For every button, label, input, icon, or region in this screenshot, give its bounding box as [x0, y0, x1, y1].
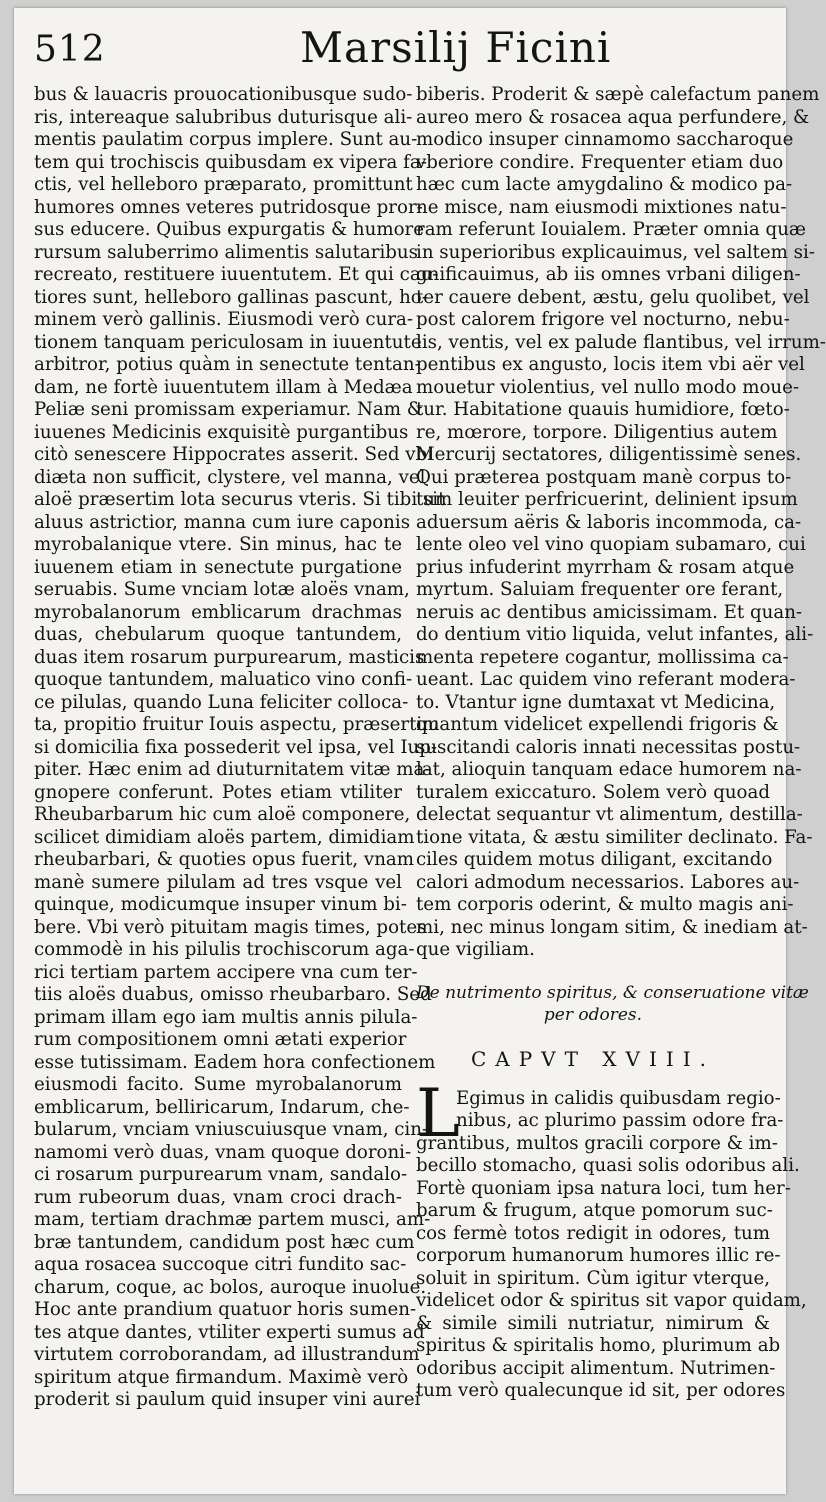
text-line: primam illam ego iam multis annis pilula-: [34, 1006, 418, 1028]
text-line: re, mœrore, torpore. Diligentius autem: [416, 421, 778, 443]
text-line: spiritus & spiritalis homo, plurimum ab: [416, 1335, 781, 1356]
text-line: duas item rosarum purpurearum, masticis: [34, 646, 425, 668]
text-line: calori admodum necessarios. Labores au-: [416, 871, 800, 893]
text-line: proderit si paulum quid insuper vini aurei: [34, 1389, 421, 1410]
text-line: rheubarbari, & quoties opus fuerit, vnam: [34, 849, 414, 870]
section-heading-line-2: per odores.: [543, 1004, 643, 1025]
text-line: tes atque dantes, vtiliter experti sumus ad: [34, 1321, 425, 1343]
text-line: ta, propitio fruitur Iouis aspectu, præsertim: [34, 714, 440, 735]
text-line: vberiore condire. Frequenter etiam duo: [416, 151, 784, 173]
text-line: aqua rosacea succoque citri fundito sac-: [34, 1254, 407, 1275]
book-page: [14, 8, 826, 1494]
text-line: mentis paulatim corpus implere. Sunt au-: [34, 129, 418, 150]
text-line: aduersum aëris & laboris incommoda, ca-: [416, 511, 802, 533]
text-line: tione vitata, & æstu similiter declinato. Fa-: [416, 826, 813, 848]
text-line: Egimus in calidis quibusdam regio-: [456, 1087, 781, 1109]
text-line: dam, ne fortè iuuentutem illam à Medæa: [34, 376, 413, 398]
text-line: to. Vtantur igne dumtaxat vt Medicina,: [416, 691, 776, 713]
text-line: modico insuper cinnamomo saccharoque: [416, 129, 794, 150]
chapter-title: CAPVT XVIII.: [470, 1046, 716, 1071]
text-line: neruis ac dentibus amicissimam. Et quan-: [416, 601, 803, 623]
text-line: cos fermè totos redigit in odores, tum: [416, 1222, 770, 1244]
left-text-column: [34, 84, 446, 1412]
text-line: menta repetere cogantur, mollissima ca-: [416, 646, 789, 668]
text-line: ce pilulas, quando Luna feliciter colloca-: [34, 691, 409, 713]
text-line: aureo mero & rosacea aqua perfundere, &: [416, 106, 810, 128]
text-line: duas, chebularum quoque tantundem,: [34, 624, 402, 645]
text-line: emblicarum, belliricarum, Indarum, che-: [34, 1096, 410, 1118]
chapter-paragraph: [416, 1074, 807, 1403]
text-line: tionem tanquam periculosam in iuuentute: [34, 331, 422, 353]
text-line: mam, tertiam drachmæ partem musci, am-: [34, 1209, 431, 1230]
text-line: in superioribus explicauimus, vel saltem si-: [416, 241, 815, 263]
text-line: myrobalanorum emblicarum drachmas: [34, 601, 402, 623]
text-line: prius infuderint myrrham & rosam atque: [416, 556, 795, 578]
text-line: Hoc ante prandium quatuor horis sumen-: [34, 1299, 417, 1320]
text-line: corporum humanorum humores illic re-: [416, 1245, 781, 1266]
text-line: virtutem corroborandam, ad illustrandum: [34, 1344, 420, 1365]
text-line: mouetur violentius, vel nullo modo moue-: [416, 376, 800, 398]
text-line: iuuenes Medicinis exquisitè purgantibus: [34, 421, 409, 443]
text-line: videlicet odor & spiritus sit vapor quidam,: [416, 1290, 807, 1311]
text-line: lis, ventis, vel ex palude flantibus, vel irrum-: [416, 331, 826, 353]
text-line: scilicet dimidiam aloës partem, dimidiam: [34, 826, 415, 848]
text-line: lente oleo vel vino quopiam subamaro, cui: [416, 534, 806, 555]
text-line: becillo stomacho, quasi solis odoribus ali.: [416, 1155, 800, 1176]
text-line: recreato, restituere iuuentutem. Et qui cau-: [34, 264, 439, 285]
text-line: tum leuiter perfricuerint, delinient ipsum: [416, 489, 798, 510]
text-line: ter cauere debent, æstu, gelu quolibet, vel: [416, 286, 810, 308]
text-line: grantibus, multos gracili corpore & im-: [416, 1132, 778, 1154]
text-line: tiores sunt, helleboro gallinas pascunt, ho-: [34, 286, 428, 308]
text-line: odoribus accipit alimentum. Nutrimen-: [416, 1357, 776, 1379]
text-line: ram referunt Iouialem. Præter omnia quæ: [416, 219, 807, 240]
text-line: ci rosarum purpurearum vnam, sandalo-: [34, 1164, 408, 1185]
text-line: seruabis. Sume vnciam lotæ aloës vnam,: [34, 579, 410, 600]
text-line: charum, coque, ac bolos, auroque inuolue.: [34, 1276, 427, 1298]
text-line: rursum saluberrimo alimentis salutaribus: [34, 241, 418, 263]
text-line: myrtum. Saluiam frequenter ore ferant,: [416, 579, 784, 600]
text-line: Peliæ seni promissam experiamur. Nam &: [34, 399, 423, 420]
text-line: ris, intereaque salubribus duturisque ali-: [34, 106, 413, 128]
text-line: bus & lauacris prouocationibusque sudo-: [34, 84, 413, 105]
text-line: mi, nec minus longam sitim, & inediam at-: [416, 916, 808, 938]
text-line: & simile simili nutriatur, nimirum &: [416, 1312, 770, 1334]
text-line: tur. Habitatione quauis humidiore, fœto-: [416, 399, 790, 420]
text-line: tem corporis oderint, & multo magis ani-: [416, 894, 794, 915]
text-line: humores omnes veteres putridosque pror-: [34, 196, 423, 218]
text-line: manè sumere pilulam ad tres vsque vel: [34, 871, 402, 893]
text-line: hæc cum lacte amygdalino & modico pa-: [416, 174, 793, 195]
page-number: 512: [34, 29, 106, 70]
text-line: rum rubeorum duas, vnam croci drach-: [34, 1186, 402, 1208]
text-line: quinque, modicumque insuper vinum bi-: [34, 894, 407, 915]
text-line: tiis aloës duabus, omisso rheubarbaro. Sed: [34, 984, 432, 1005]
text-line: ueant. Lac quidem vino referant modera-: [416, 669, 796, 690]
text-line: ciles quidem motus diligant, excitando: [416, 849, 773, 870]
text-line: gnopere conferunt. Potes etiam vtiliter: [34, 781, 402, 803]
section-heading-line-1: De nutrimento spiritus, & conseruatione vitæ: [416, 982, 809, 1003]
text-line: eiusmodi facito. Sume myrobalanorum: [34, 1074, 402, 1095]
text-line: barum & frugum, atque pomorum suc-: [416, 1200, 773, 1221]
text-line: Mercurij sectatores, diligentissimè senes.: [416, 444, 802, 465]
drop-cap: L: [416, 1074, 460, 1152]
text-line: si domicilia fixa possederit vel ipsa, vel Iup-: [34, 736, 438, 758]
chapter-text-lines: [416, 1087, 807, 1403]
text-line: bræ tantundem, candidum post hæc cum: [34, 1231, 415, 1253]
text-line: Qui præterea postquam manè corpus to-: [416, 466, 792, 488]
text-line: bularum, vnciam vniuscuiusque vnam, cin-: [34, 1119, 429, 1140]
text-line: tum verò qualecunque id sit, per odores: [416, 1380, 786, 1401]
text-line: gnificauimus, ab iis omnes vrbani diligen-: [416, 264, 801, 285]
text-line: commodè in his pilulis trochiscorum aga-: [34, 939, 415, 960]
text-line: tem qui trochiscis quibusdam ex vipera fa-: [34, 151, 427, 173]
text-line: esse tutissimam. Eadem hora confectionem: [34, 1051, 436, 1073]
right-column-body: [416, 84, 826, 962]
text-line: citò senescere Hippocrates asserit. Sed vbi: [34, 444, 433, 465]
text-line: bere. Vbi verò pituitam magis times, potes: [34, 916, 427, 938]
text-line: turalem exiccaturo. Solem verò quoad: [416, 781, 770, 803]
text-line: biberis. Proderit & sæpè calefactum panem: [416, 84, 820, 105]
text-line: myrobalanique vtere. Sin minus, hac te: [34, 534, 402, 555]
text-line: namomi verò duas, vnam quoque doroni-: [34, 1141, 412, 1163]
text-line: piter. Hæc enim ad diuturnitatem vitæ ma-: [34, 759, 431, 780]
text-line: minem verò gallinis. Eiusmodi verò cura-: [34, 309, 414, 330]
text-line: post calorem frigore vel nocturno, nebu-: [416, 309, 790, 330]
right-text-column: [416, 84, 826, 1403]
text-line: diæta non sufficit, clystere, vel manna, vel: [34, 466, 426, 488]
section-heading: [416, 982, 809, 1026]
text-line: aloë præsertim lota securus vteris. Si tibi sit: [34, 489, 446, 510]
text-line: aluus astrictior, manna cum iure caponis: [34, 511, 411, 533]
text-line: spiritum atque firmandum. Maximè verò: [34, 1366, 409, 1388]
text-line: lat, alioquin tanquam edace humorem na-: [416, 759, 802, 780]
text-line: ne misce, nam eiusmodi mixtiones natu-: [416, 196, 787, 218]
text-line: rum compositionem omni ætati experior: [34, 1029, 407, 1050]
running-head: [14, 22, 786, 78]
running-title: Marsilij Ficini: [300, 23, 612, 72]
text-line: soluit in spiritum. Cùm igitur vterque,: [416, 1267, 770, 1289]
text-line: sus educere. Quibus expurgatis & humore: [34, 219, 425, 240]
text-line: que vigiliam.: [416, 939, 535, 960]
text-line: do dentium vitio liquida, velut infantes, ali-: [416, 624, 814, 645]
text-line: ctis, vel helleboro præparato, promittunt: [34, 174, 413, 195]
text-line: quantum videlicet expellendi frigoris &: [416, 714, 779, 735]
text-line: iuuenem etiam in senectute purgatione: [34, 556, 402, 578]
text-line: Fortè quoniam ipsa natura loci, tum her-: [416, 1177, 791, 1199]
text-line: suscitandi caloris innati necessitas postu-: [416, 736, 801, 758]
text-line: nibus, ac plurimo passim odore fra-: [456, 1110, 784, 1131]
text-line: quoque tantundem, maluatico vino confi-: [34, 669, 413, 690]
text-line: pentibus ex angusto, locis item vbi aër vel: [416, 354, 805, 375]
text-line: Rheubarbarum hic cum aloë componere,: [34, 804, 411, 825]
text-line: arbitror, potius quàm in senectute tentan-: [34, 354, 421, 375]
text-line: delectat sequantur vt alimentum, destilla-: [416, 804, 803, 825]
text-line: rici tertiam partem accipere vna cum ter-: [34, 961, 418, 983]
